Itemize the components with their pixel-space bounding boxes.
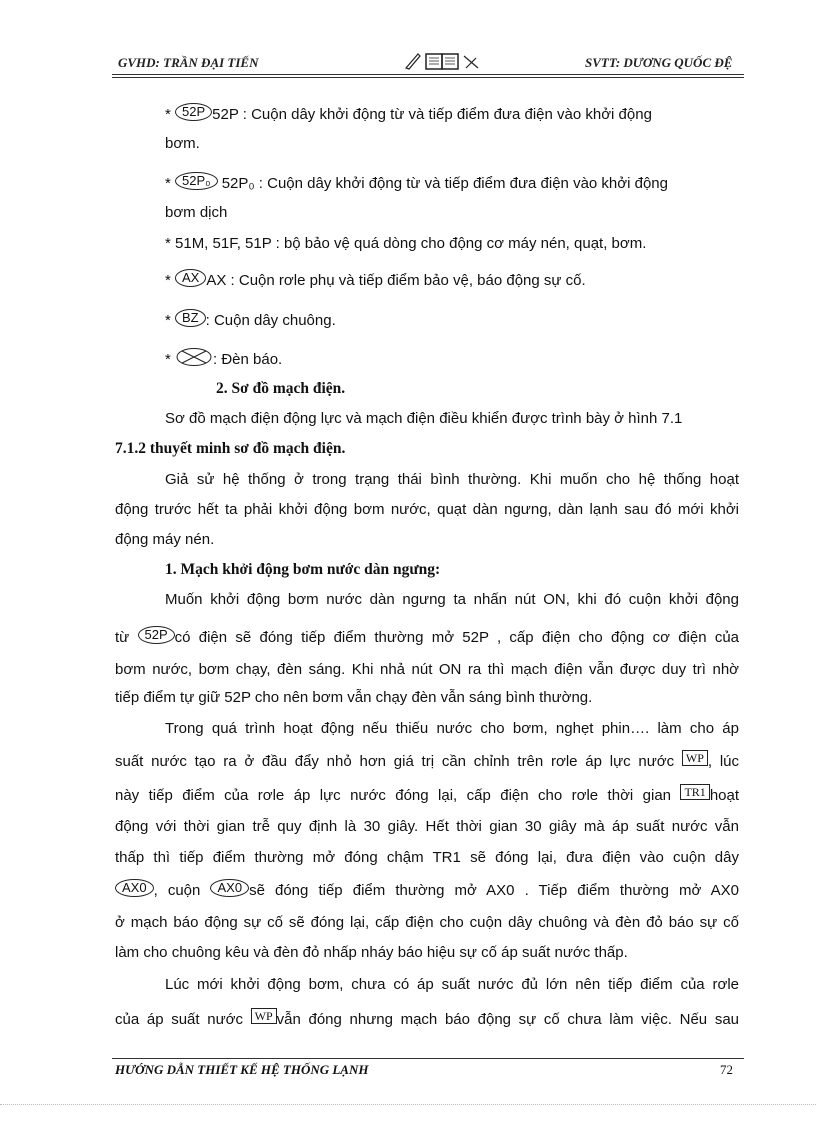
p1-line1: Giả sử hệ thống ở trong trạng thái bình thường. Khi muốn cho hệ thống hoạt — [165, 471, 739, 488]
p1-line3: động máy nén. — [115, 531, 215, 548]
p3-line8: làm cho chuông kêu và đèn đỏ nhấp nháy báo hiệu sự cố áp suất nước thấp. — [115, 944, 628, 961]
section-712-heading: 7.1.2 thuyết minh sơ đồ mạch điện. — [115, 440, 346, 457]
p2-line2: từ 52P có điện sẽ đóng tiếp điểm thường mở 52P , cấp điện cho động cơ điện của — [115, 627, 740, 646]
relay-symbol-wp-2: WP — [251, 1008, 277, 1024]
p3-line2: suất nước tạo ra ở đầu đẩy nhỏ hơn giá trị cần chỉnh trên rơle áp lực nước WP , lúc — [115, 751, 740, 770]
p3-line6: AX0 , cuộn AX0 sẽ đóng tiếp điểm thường mở AX0 . Tiếp điểm thường mở AX0 — [115, 879, 739, 902]
legend-line-lamp: * : Đèn báo. — [165, 347, 816, 371]
p2-line4: tiếp điểm tự giữ 52P cho nên bơm vẫn chạy đèn vẫn sáng bình thường. — [115, 689, 593, 706]
legend-line-overload: * 51M, 51F, 51P : bộ bảo vệ quá dòng cho động cơ máy nén, quạt, bơm. — [165, 235, 647, 252]
coil-symbol-ax0-b: AX0 — [210, 879, 249, 897]
header-rule — [112, 74, 744, 78]
coil-symbol-ax: AX — [175, 269, 206, 287]
p3-line7: ở mạch báo động sự cố sẽ đóng lại, cấp điện cho cuộn dây chuông và đèn đỏ báo sự cố — [115, 914, 739, 931]
p3-line5: thấp thì tiếp điểm thường mở đóng chậm TR1 sẽ đóng lại, đưa điện vào cuộn dây — [115, 849, 739, 866]
legend-line-bz: * BZ : Cuộn dây chuông. — [165, 310, 336, 329]
p2-line1: Muốn khởi động bơm nước dàn ngưng ta nhấn nút ON, khi đó cuộn khởi động — [165, 591, 739, 608]
lamp-symbol-icon — [175, 347, 213, 367]
legend-line-52p: * 52P 52P : Cuộn dây khởi động từ và tiếp điểm đưa điện vào khởi động — [165, 104, 652, 123]
p3-line4: động với thời gian trễ quy định là 30 giây. Hết thời gian 30 giây mà áp suất nước vẫn — [115, 818, 739, 835]
coil-symbol-52p-inline: 52P — [138, 626, 175, 644]
header-right: SVTT: DƯƠNG QUỐC ĐỆ — [585, 55, 733, 70]
section-2-heading: 2. Sơ đồ mạch điện. — [216, 380, 346, 397]
section-2-text: Sơ đồ mạch điện động lực và mạch điện điều khiển được trình bày ở hình 7.1 — [165, 410, 683, 427]
coil-symbol-52p: 52P — [175, 103, 212, 121]
p4-line1: Lúc mới khởi động bơm, chưa có áp suất nước đủ lớn nên tiếp điểm của rơle — [165, 976, 739, 993]
footer-rule — [112, 1058, 744, 1059]
p2-line3: bơm nước, bơm chạy, đèn sáng. Khi nhả nút ON ra thì mạch điện vẫn được duy trì nhờ — [115, 661, 739, 678]
footer-title: HƯỚNG DẪN THIẾT KẾ HỆ THỐNG LẠNH — [115, 1062, 369, 1077]
legend-line-52p0: * 52P₀ 52P₀ : Cuộn dây khởi động từ và tiếp điểm đưa điện vào khởi động — [165, 173, 668, 192]
legend-line-52p0-cont: bơm dịch — [165, 204, 228, 221]
subsection-1-heading: 1. Mạch khởi động bơm nước dàn ngưng: — [165, 561, 441, 578]
coil-symbol-52p0: 52P₀ — [175, 172, 218, 190]
book-quill-icon — [402, 50, 484, 72]
header-left: GVHD: TRẦN ĐẠI TIẾN — [118, 55, 259, 70]
coil-symbol-bz: BZ — [175, 309, 206, 327]
legend-line-ax: * AX AX : Cuộn rơle phụ và tiếp điểm bảo vệ, báo động sự cố. — [165, 270, 586, 289]
p3-line3: này tiếp điểm của rơle áp lực nước đóng lại, cấp điện cho rơle thời gian TR1 hoạt — [115, 785, 740, 804]
coil-symbol-ax0-a: AX0 — [115, 879, 154, 897]
relay-symbol-tr1: TR1 — [680, 784, 709, 800]
p1-line2: động trước hết ta phải khởi động bơm nước, quạt dàn ngưng, dàn lạnh sau đó mới khởi — [115, 501, 739, 518]
p3-line1: Trong quá trình hoạt động nếu thiếu nước cho bơm, nghẹt phin…. làm cho áp — [165, 720, 739, 737]
legend-line-52p-cont: bơm. — [165, 135, 200, 152]
page-number: 72 — [720, 1062, 733, 1077]
page-edge-dotted-line — [0, 1104, 816, 1105]
relay-symbol-wp: WP — [682, 750, 708, 766]
p4-line2: của áp suất nước WP vẫn đóng nhưng mạch báo động sự cố chưa làm việc. Nếu sau — [115, 1009, 739, 1028]
